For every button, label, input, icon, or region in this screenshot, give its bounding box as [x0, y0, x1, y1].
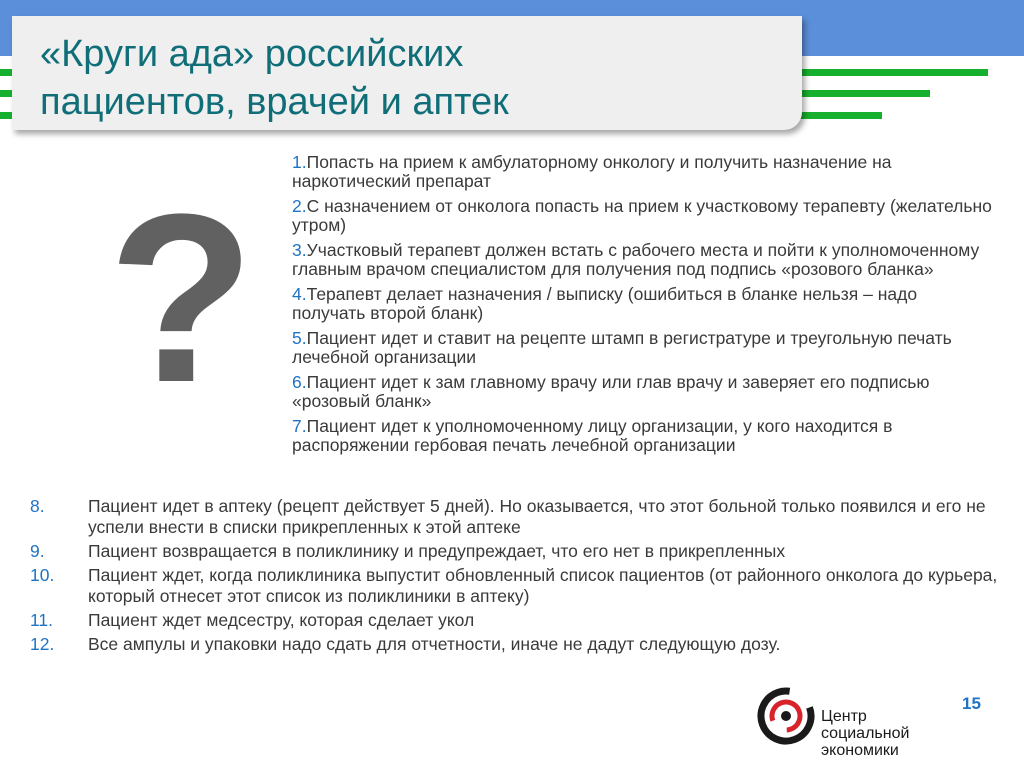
logo-line-2: социальной [821, 725, 910, 742]
steps-list-lower [30, 496, 1000, 658]
logo-icon [756, 686, 816, 746]
list-item: 7.Пациент идет к уполномоченному лицу организации, у кого находится в распоряжении гербовая печать лечебной организации [292, 416, 893, 455]
list-item: 6.Пациент идет к зам главному врачу или глав врачу и заверяет его подписью «розовый бланк» [292, 372, 930, 411]
list-item: 11. Пациент ждет медсестру, которая сделает укол [30, 610, 475, 630]
logo-line-3: экономики [821, 742, 899, 759]
list-item: 3.Участковый терапевт должен встать с рабочего места и пойти к уполномоченному главным врачом специалистом для получения под подпись «розового бланка» [292, 240, 980, 279]
question-mark-icon: ? [108, 164, 255, 432]
list-item: 8. Пациент идет в аптеку (рецепт действует 5 дней). Но оказывается, что этот больной только появился и его не успели внести в списки прикрепленных к этой аптеке [30, 496, 986, 537]
logo-text [821, 708, 909, 759]
list-item: 4.Терапевт делает назначения / выписку (ошибиться в бланке нельзя – надо получать второй бланк) [292, 284, 918, 323]
list-item: 1.Попасть на прием к амбулаторному онкологу и получить назначение на наркотический препарат [292, 152, 892, 191]
logo-line-1: Центр [821, 708, 867, 725]
list-item: 12. Все ампулы и упаковки надо сдать для отчетности, иначе не дадут следующую дозу. [30, 634, 781, 654]
list-item: 9. Пациент возвращается в поликлинику и предупреждает, что его нет в прикрепленных [30, 541, 786, 561]
page-number: 15 [962, 694, 981, 713]
list-item: 2.С назначением от онколога попасть на прием к участковому терапевту (желательно утром) [292, 196, 992, 235]
steps-list-upper [292, 153, 992, 461]
list-item: 5.Пациент идет и ставит на рецепте штамп в регистратуре и треугольную печать лечебной организации [292, 328, 952, 367]
title-line-1: «Круги ада» российских [40, 33, 464, 75]
list-item: 10. Пациент ждет, когда поликлиника выпустит обновленный список пациентов (от районного онколога до курьера, который отнесет этот список из поликлиники в аптеку) [30, 565, 998, 606]
title-line-2: пациентов, врачей и аптек [40, 81, 509, 123]
slide-title [40, 30, 760, 126]
